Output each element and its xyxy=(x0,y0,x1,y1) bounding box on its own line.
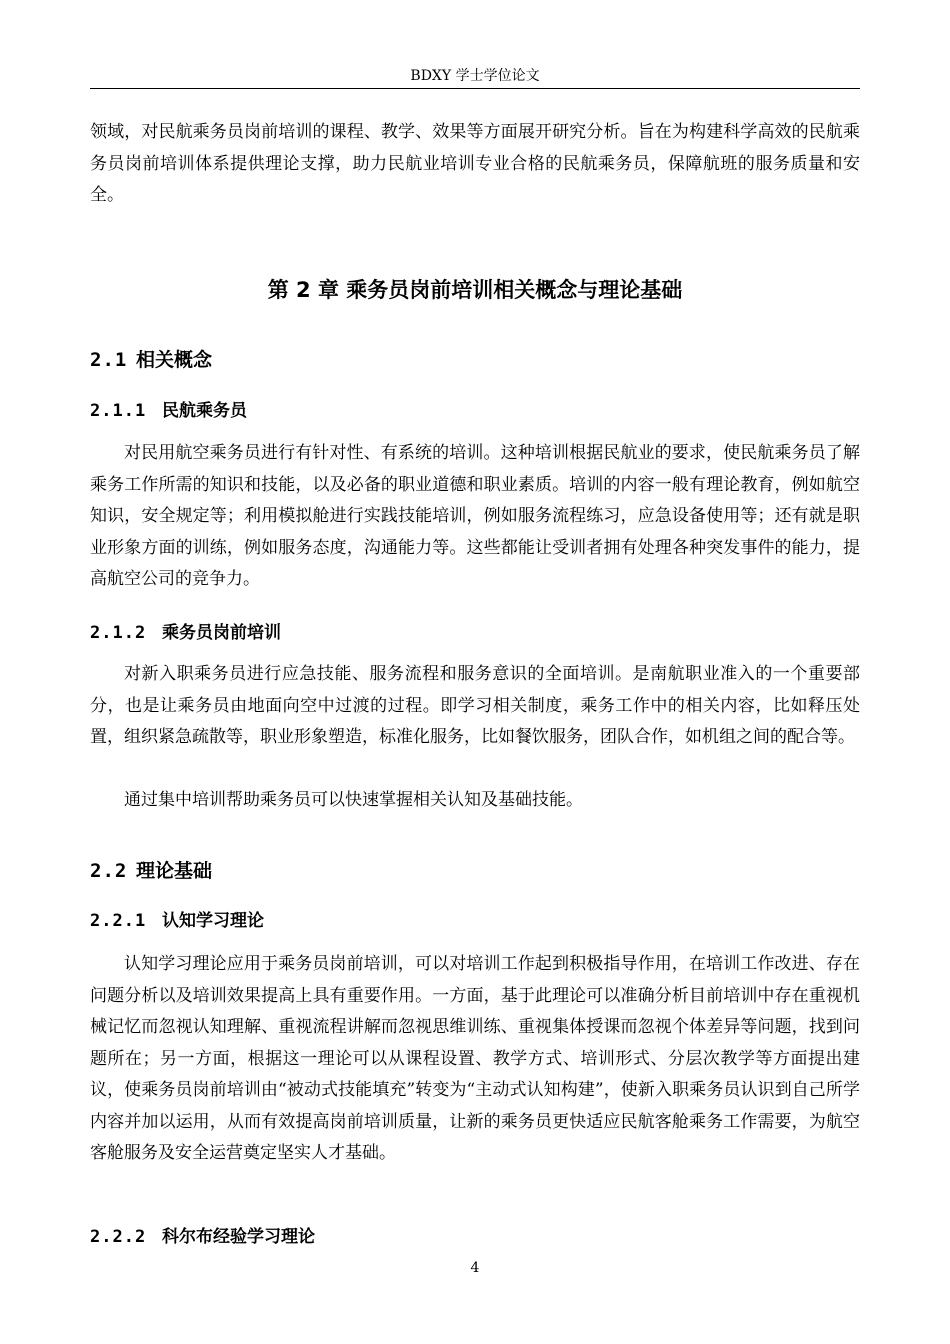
page-number: 4 xyxy=(470,1260,480,1276)
subsection-title: 民航乘务员 xyxy=(162,401,247,421)
subsection-number: 2.1.1 xyxy=(90,401,147,421)
section-heading-2-2 xyxy=(90,857,212,885)
paragraph-2-1-2-b: 通过集中培训帮助乘务员可以快速掌握相关认知及基础技能。 xyxy=(124,790,583,810)
section-title: 相关概念 xyxy=(136,349,213,371)
subsection-title: 乘务员岗前培训 xyxy=(162,623,281,643)
section-heading-2-1 xyxy=(90,346,212,374)
paragraph-2-2-1: 认知学习理论应用于乘务员岗前培训，可以对培训工作起到积极指导作用，在培训工作改进、存在问题分析以及培训效果提高上具有重要作用。一方面，基于此理论可以准确分析目前培训中存在重视机械记忆而忽视认知理解、重视流程讲解而忽视思维训练、重视集体授课而忽视个体差异等问题，找到问题所在；另一方面，根据这一理论可以从课程设置、教学方式、培训形式、分层次教学等方面提出建议，使乘务员岗前培训由“被动式技能填充”转变为“主动式认知构建”，使新入职乘务员认识到自己所学内容并加以运用，从而有效提高岗前培训质量，让新的乘务员更快适应民航客舱乘务工作需要，为航空客舱服务及安全运营奠定坚实人才基础。 xyxy=(90,954,860,1163)
subsection-heading-2-1-1 xyxy=(90,398,247,424)
subsection-title: 科尔布经验学习理论 xyxy=(162,1227,315,1247)
subsection-heading-2-2-1 xyxy=(90,908,264,934)
paragraph-2-1-2-a: 对新入职乘务员进行应急技能、服务流程和服务意识的全面培训。是南航职业准入的一个重要部分，也是让乘务员由地面向空中过渡的过程。即学习相关制度，乘务工作中的相关内容，比如释压处置，组织紧急疏散等，职业形象塑造，标准化服务，比如餐饮服务，团队合作，如机组之间的配合等。 xyxy=(90,664,860,747)
subsection-number: 2.2.1 xyxy=(90,911,147,931)
subsection-title: 认知学习理论 xyxy=(162,911,264,931)
subsection-heading-2-1-2 xyxy=(90,620,281,646)
section-number: 2.1 xyxy=(90,349,128,371)
chapter-title: 第 2 章 乘务员岗前培训相关概念与理论基础 xyxy=(267,278,683,302)
paragraph-2-1-1: 对民用航空乘务员进行有针对性、有系统的培训。这种培训根据民航业的要求，使民航乘务员了解乘务工作所需的知识和技能，以及必备的职业道德和职业素质。培训的内容一般有理论教育，例如航空知识，安全规定等；利用模拟舱进行实践技能培训，例如服务流程练习，应急设备使用等；还有就是职业形象方面的训练，例如服务态度，沟通能力等。这些都能让受训者拥有处理各种突发事件的能力，提高航空公司的竞争力。 xyxy=(90,443,860,589)
header-rule xyxy=(90,88,860,89)
subsection-number: 2.1.2 xyxy=(90,623,147,643)
subsection-number: 2.2.2 xyxy=(90,1227,147,1247)
section-title: 理论基础 xyxy=(136,860,213,882)
running-header: BDXY 学士学位论文 xyxy=(410,68,540,84)
section-number: 2.2 xyxy=(90,860,128,882)
subsection-heading-2-2-2 xyxy=(90,1224,315,1250)
intro-paragraph: 领域，对民航乘务员岗前培训的课程、教学、效果等方面展开研究分析。旨在为构建科学高效的民航乘务员岗前培训体系提供理论支撑，助力民航业培训专业合格的民航乘务员，保障航班的服务质量和安全。 xyxy=(90,122,860,205)
